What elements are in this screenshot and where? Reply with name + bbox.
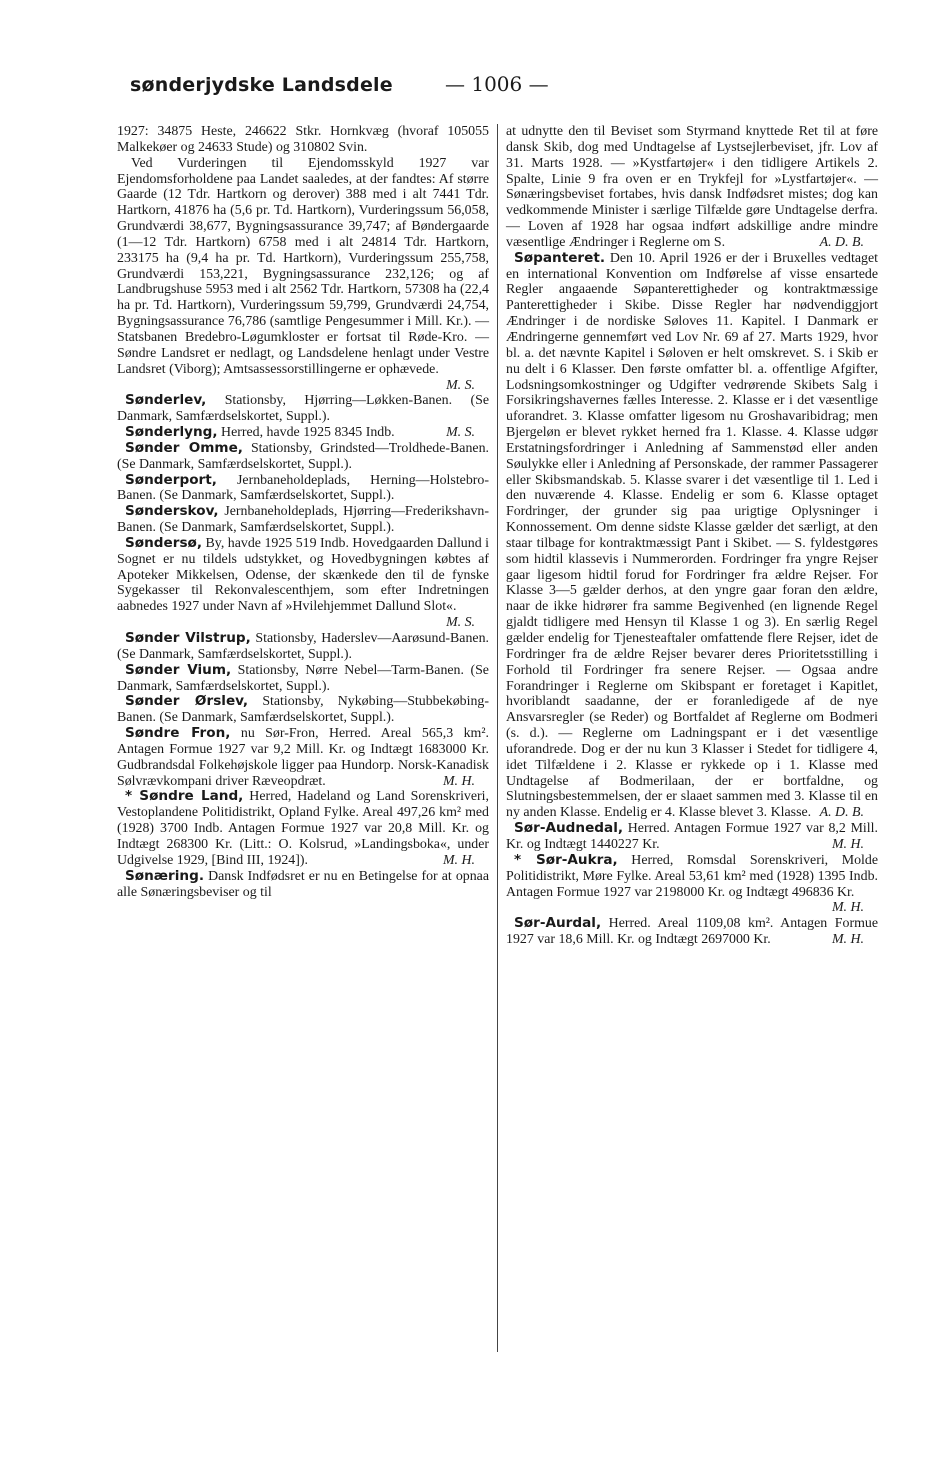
author-signature: M. S. <box>446 377 475 393</box>
entry-sonderso <box>117 536 489 631</box>
entry-text: Herred, havde 1925 8345 Indb. <box>221 425 395 441</box>
entry-headword: Sønder Ørslev, <box>125 693 249 710</box>
entry-sonderport <box>117 473 489 505</box>
author-signature: A. D. B. <box>819 234 864 250</box>
entry-text: 1927: 34875 Heste, 246622 Stkr. Hornkvæg (hvoraf 105055 Malkekøer og 24633 Stude) og 310802 Svin. <box>117 124 489 155</box>
author-signature: M. H. <box>831 932 864 948</box>
entry-text: Herred, Hadeland og Land Sorenskriveri, Vestoplandene Politidistrikt, Opland Fylke. Areal 497,26 km² med (1928) 3700 Indb. Antagen Formue 1927 var 20,8 Mill. Kr. og Indtægt 268300 Kr. (Litt.: O. Kolsrud, »Landingsboka«, under Udgivelse 1929, [Bind III, 1924]). <box>117 789 489 868</box>
entry-sor-audnedal <box>506 821 878 853</box>
entry-text: Stationsby, Grindsted—Troldhede-Banen. (Se Danmark, Samfærdselskortet, Suppl.). <box>117 440 489 472</box>
entry-sonderskov <box>117 504 489 536</box>
running-head-section: sønderjydske Landsdele <box>130 74 393 96</box>
page-number: — 1006 — <box>445 72 549 96</box>
author-signature: M. H. <box>442 773 475 789</box>
entry-text: Stationsby, Haderslev—Aarøsund-Banen. (Se Danmark, Samfærdselskortet, Suppl.). <box>117 631 489 662</box>
entry-sonderlyng <box>117 425 489 441</box>
entry-headword: Sønderskov, <box>125 503 219 520</box>
entry-text: Stationsby, Nykøbing—Stubbekøbing-Banen. (Se Danmark, Samfærdselskortet, Suppl.). <box>117 694 490 726</box>
entry-text: Stationsby, Hjørring—Løkken-Banen. (Se Danmark, Samfærdselskortet, Suppl.). <box>117 393 489 425</box>
author-signature: M. S. <box>446 425 475 441</box>
entry-headword: * Søndre Land, <box>125 788 244 805</box>
entry-sopanteret <box>506 251 878 821</box>
author-signature: M. H. <box>831 836 864 852</box>
entry-text: Jernbaneholdeplads, Herning—Holstebro-Banen. (Se Danmark, Samfærdselskortet, Suppl.). <box>117 472 489 504</box>
entry-sonderlev <box>117 393 489 425</box>
entry-headword: Sønderlyng, <box>125 424 218 441</box>
entry-headword: Søndersø, <box>125 534 203 551</box>
entry-text: at udnytte den til Beviset som Styrmand knyttede Ret til at føre dansk Skib, dog med Undtagelse af Lystsejlerbeviset, jfr. Lov af 31. Marts 1928. — »Kystfartøjer« i den tidligere Artikels 2. Spalte, Linie 9 fra oven er en Trykfejl for »Lystfartøjer«. — Sønæringsbeviset fortabes, hvis dansk Indfødsret mistes; dog kan vedkommende Minister i særlige Tilfælde gøre Undtagelse derfra. — Loven af 1928 har ogsaa indført adskillige andre mindre væsentlige Ændringer i Reglerne om S. <box>506 124 878 250</box>
entry-headword: * Sør-Aukra, <box>514 851 618 868</box>
entry-headword: Sønder Vilstrup, <box>125 630 251 646</box>
right-column <box>506 124 878 948</box>
author-signature: M. H. <box>831 900 864 916</box>
entry-sor-aurdal <box>506 916 878 948</box>
entry-headword: Sønder Vium, <box>125 661 232 678</box>
entry-text: Herred. Areal 1109,08 km². Antagen Formue 1927 var 18,6 Mill. Kr. og Indtægt 2697000 Kr. <box>506 916 878 948</box>
entry-text: By, havde 1925 519 Indb. Hovedgaarden Dallund i Sognet er nu tildels udstykket, og Hovedbygningen købtes af Apoteker Mikkelsen, Odense, der skænkede den til de fynske Sygekasser til Rekonvalescenthjem, som efter Indretningen aabnedes 1927 under Navn af »Hvilehjemmet Dallund Slot«. <box>117 535 489 615</box>
entry-headword: Sønderport, <box>125 471 217 488</box>
entry-text: Herred. Antagen Formue 1927 var 8,2 Mill. Kr. og Indtægt 1440227 Kr. <box>506 821 878 852</box>
entry-text: Jernbaneholdeplads, Hjørring—Frederikshavn-Banen. (Se Danmark, Samfærdselskortet, Suppl.). <box>117 504 489 536</box>
entry-headword: Sør-Aurdal, <box>514 915 602 932</box>
entry-headword: Søpanteret. <box>514 249 606 266</box>
entry-sondre-fron <box>117 726 489 789</box>
paragraph <box>117 124 489 156</box>
entry-text: Dansk Indfødsret er nu en Betingelse for at opnaa alle Sønæringsbeviser og til <box>117 868 489 900</box>
page-header <box>110 70 910 104</box>
left-column <box>117 124 489 900</box>
entry-sonaering <box>117 869 489 901</box>
entry-text: Herred, Romsdal Sorenskriveri, Molde Politidistrikt, Møre Fylke. Areal 53,61 km² med (1928) 1395 Indb. Antagen Formue 1927 var 2198000 Kr. og Indtægt 496836 Kr. <box>506 852 878 900</box>
entry-headword: Sønderlev, <box>125 392 207 409</box>
entry-headword: Søndre Fron, <box>125 725 231 742</box>
author-signature: M. H. <box>442 852 475 868</box>
entry-text: nu Sør-Fron, Herred. Areal 565,3 km². Antagen Formue 1927 var 9,2 Mill. Kr. og Indtægt 1683000 Kr. Gudbrandsdal Folkehøjskole ligger paa Hundorp. Norsk-Kanadisk Sølvrævkompani driver Ræveopdræt. <box>117 726 489 789</box>
author-signature: M. S. <box>446 615 475 631</box>
author-signature: A. D. B. <box>819 805 864 821</box>
entry-sondre-land <box>117 789 489 868</box>
paragraph <box>506 124 878 251</box>
column-divider <box>497 124 498 1352</box>
paragraph <box>117 156 489 394</box>
entry-sonder-orslev <box>117 694 489 726</box>
entry-headword: Sønder Omme, <box>125 439 243 456</box>
entry-headword: Sør-Audnedal, <box>514 820 624 837</box>
entry-sonder-omme <box>117 441 489 473</box>
entry-text: Stationsby, Nørre Nebel—Tarm-Banen. (Se Danmark, Samfærdselskortet, Suppl.). <box>117 662 489 694</box>
entry-sonder-vilstrup <box>117 631 489 663</box>
entry-text: Den 10. April 1926 er der i Bruxelles vedtaget en international Konvention om Indførelse af visse ensartede Regler angaaende Søpanterettigheder og kontraktmæssige Panterettigheder i Skibe. Disse Regler har nødvendiggjort Ændringer i de nordiske Søloves 11. Kapitel. I Danmark er Ændringerne gennemført ved Lov Nr. 69 af 27. Marts 1929, hvor bl. a. det nævnte Kapitel i Søloven er helt omskrevet. S. i Skib er nu delt i 6 Klasser. Den første omfatter bl. a. offentlige Afgifter, Lodsningsomkostninger og Udgifter vedrørende Skibets Salg i Forsikringshavernes fælles Interesse. 2. Klasse er i det væsentlige uforandret. 3. Klasse omfatter ligesom nu Groshavaribidrag; men Bjergeløn er blevet rykket herned fra 1. Klasse. 4. Klasse udgør Erstatningsfordringer i Anledning af Sammenstød eller anden Søulykke eller i Anledning af Personskade, der rammer Passagerer eller Skibsmandskab. 5. Klasse svarer i det væsentlige til 1. Led i den nuværende 4. Klasse. Endelig er som 6. Klasse optaget Fordringer, der grunder sig paa urigtige Oplysninger i Konnossement. Om denne sidste Klasse gælder det særligt, at den staar tilbage for kontraktmæssigt Pant i Skibet. — S. fyldestgøres som hidtil klassevis i Nummerorden. Fordringer fra yngre Rejser gaar ligesom hidtil forud for Fordringer fra ældre Rejser. For Klasse 3—5 gælder derhos, at den yngre gaar foran den ældre, naar de ikke hidrører fra samme Begivenhed (en lignende Regel gjaldt tidligere med Hensyn til Klasse 1 og 3). En særlig Regel gælder endelig for Tjenesteaftaler omfattende flere Rejser, idet de Fordringer fra de ældre Rejser bevarer deres Prioritetsstilling i Forhold til Fordringer fra senere Rejser. — Ogsaa andre Forandringer i Reglerne om Skibspant er foretaget i Kapitlet, hvoriblandt saadanne, der er foranledigede af de nye Ansvarsregler (se Reder) og Bortfaldet af Reglerne om Bodmeri (s. d.). — Reglerne om Ladningspant er i det væsentlige uforandrede. Dog er der nu kun 3 Klasser i Stedet for tidligere 4, idet Tilfældene i 2. Klasse er rykkede op i 1. Klasse med Undtagelse af Bodmerilaan, der er bortfaldne, og Slutningsbestemmelsen, der er slaaet sammen med 3. Klasse til en ny anden Klasse. Endelig er 4. Klasse blevet 3. Klasse. <box>506 250 879 821</box>
entry-sor-aukra <box>506 853 878 916</box>
entry-sonder-vium <box>117 663 489 695</box>
entry-text: Ved Vurderingen til Ejendomsskyld 1927 var Ejendomsforholdene paa Landet saaledes, at der fandtes: Af større Gaarde (12 Tdr. Hartkorn og derover) 388 med i alt 7441 Tdr. Hartkorn, 41876 ha (5,6 pr. Td. Hartkorn), Vurderingssum 56,058, Grundværdi 38,677, Bygningsassurance 39,747; af Bøndergaarde (1—12 Tdr. Hartkorn) 6758 med i alt 24814 Tdr. Hartkorn, 233175 ha (9,4 ha pr. Td. Hartkorn), Vurderingssum 255,758, Grundværdi 153,221, Bygningsassurance 232,126; og af Landbrugshuse 5953 med i alt 2562 Tdr. Hartkorn, 57308 ha (22,4 ha pr. Td. Hartkorn), Vurderingssum 59,799, Grundværdi 24,754, Bygningsassurance 76,786 (samtlige Pengesummer i Mill. Kr.). — Statsbanen Bredebro-Løgumkloster er fortsat til Røde-Kro. — Søndre Landsret er nedlagt, og Landsdelene henlagt under Vestre Landsret (Viborg); Amtsassessorstillingerne er ophævede. <box>117 155 489 377</box>
entry-headword: Sønæring. <box>125 867 204 884</box>
